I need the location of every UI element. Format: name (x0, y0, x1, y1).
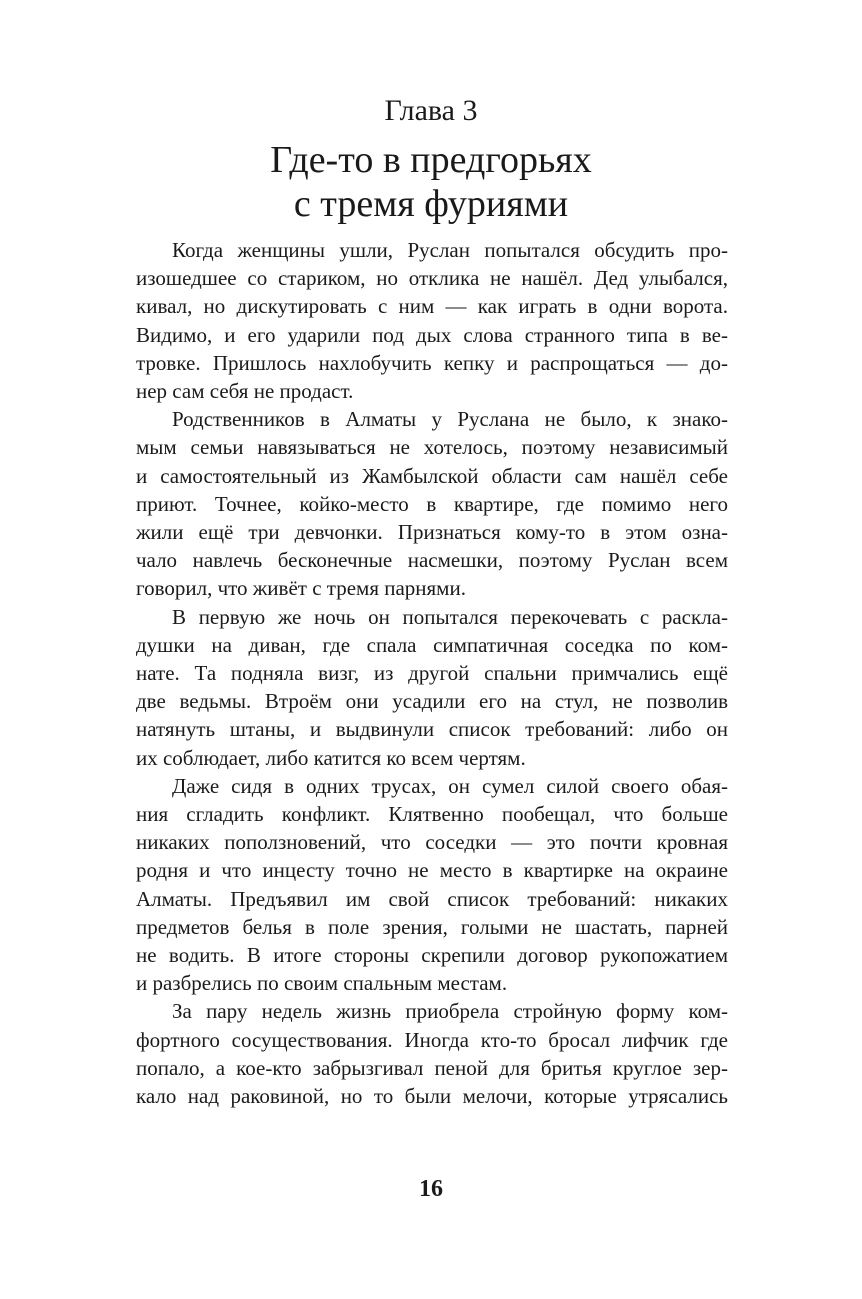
text-line: и самостоятельный из Жамбылской области сам нашёл себе (136, 463, 728, 488)
chapter-title-line: Где-то в предгорьях (270, 139, 592, 181)
text-line: фортного сосуществования. Иногда кто-то бросал лифчик где (136, 1027, 728, 1052)
body-text (136, 236, 728, 1110)
text-line: приют. Точнее, койко-место в квартире, где помимо него (136, 491, 728, 516)
text-line: говорил, что живёт с тремя парнями. (136, 576, 466, 601)
paragraph (136, 997, 728, 1110)
text-line: жили ещё три девчонки. Признаться кому-то в этом озна- (136, 520, 728, 545)
paragraph (136, 603, 728, 772)
text-line: натянуть штаны, и выдвинули список требований: либо он (136, 717, 728, 742)
text-line: изошедшее со стариком, но отклика не нашёл. Дед улыбался, (136, 266, 728, 291)
text-line: Когда женщины ушли, Руслан попытался обсудить про- (172, 238, 728, 262)
page-number: 16 (419, 1176, 443, 1202)
text-line: попало, а кое-кто забрызгивал пеной для бритья круглое зер- (136, 1055, 728, 1080)
text-line: и разбрелись по своим спальным местам. (136, 971, 508, 996)
text-line: Даже сидя в одних трусах, он сумел силой своего обая- (172, 773, 728, 798)
paragraph (136, 405, 728, 602)
text-line: кало над раковиной, но то были мелочи, которые утрясались (136, 1084, 728, 1109)
text-line: никаких поползновений, что соседки — это почти кровная (136, 830, 728, 855)
text-line: Видимо, и его ударили под дых слова странного типа в ве- (136, 322, 728, 347)
text-line: Родственников в Алматы у Руслана не было, к знако- (172, 407, 728, 432)
paragraph (136, 236, 728, 405)
chapter-number: Глава 3 (384, 94, 478, 127)
text-line: ния сгладить конфликт. Клятвенно пообещал, что больше (136, 802, 728, 827)
chapter-title (0, 138, 862, 226)
text-line: не водить. В итоге стороны скрепили договор рукопожатием (136, 943, 728, 968)
text-line: За пару недель жизнь приобрела стройную форму ком- (172, 999, 728, 1024)
text-line: предметов белья в поле зрения, голыми не шастать, парней (136, 914, 728, 939)
text-line: нер сам себя не продаст. (136, 379, 354, 404)
text-line: чало навлечь бесконечные насмешки, поэтому Руслан всем (136, 548, 728, 573)
text-line: мым семьи навязываться не хотелось, поэтому независимый (136, 435, 728, 460)
text-line: кивал, но дискутировать с ним — как играть в одни ворота. (136, 294, 728, 319)
text-line: Алматы. Предъявил им свой список требований: никаких (136, 886, 728, 911)
text-line: родня и что инцесту точно не место в квартирке на окраине (136, 858, 728, 883)
text-line: В первую же ночь он попытался перекочевать с раскла- (172, 604, 728, 629)
text-line: две ведьмы. Втроём они усадили его на стул, не позволив (136, 689, 728, 714)
paragraph (136, 772, 728, 998)
chapter-title-line: с тремя фуриями (293, 183, 569, 225)
text-line: нате. Та подняла визг, из другой спальни примчались ещё (136, 661, 728, 686)
text-line: тровке. Пришлось нахлобучить кепку и распрощаться — до- (136, 350, 728, 375)
text-line: их соблюдает, либо катится ко всем чертям. (136, 745, 526, 770)
text-line: душки на диван, где спала симпатичная соседка по ком- (136, 632, 728, 657)
